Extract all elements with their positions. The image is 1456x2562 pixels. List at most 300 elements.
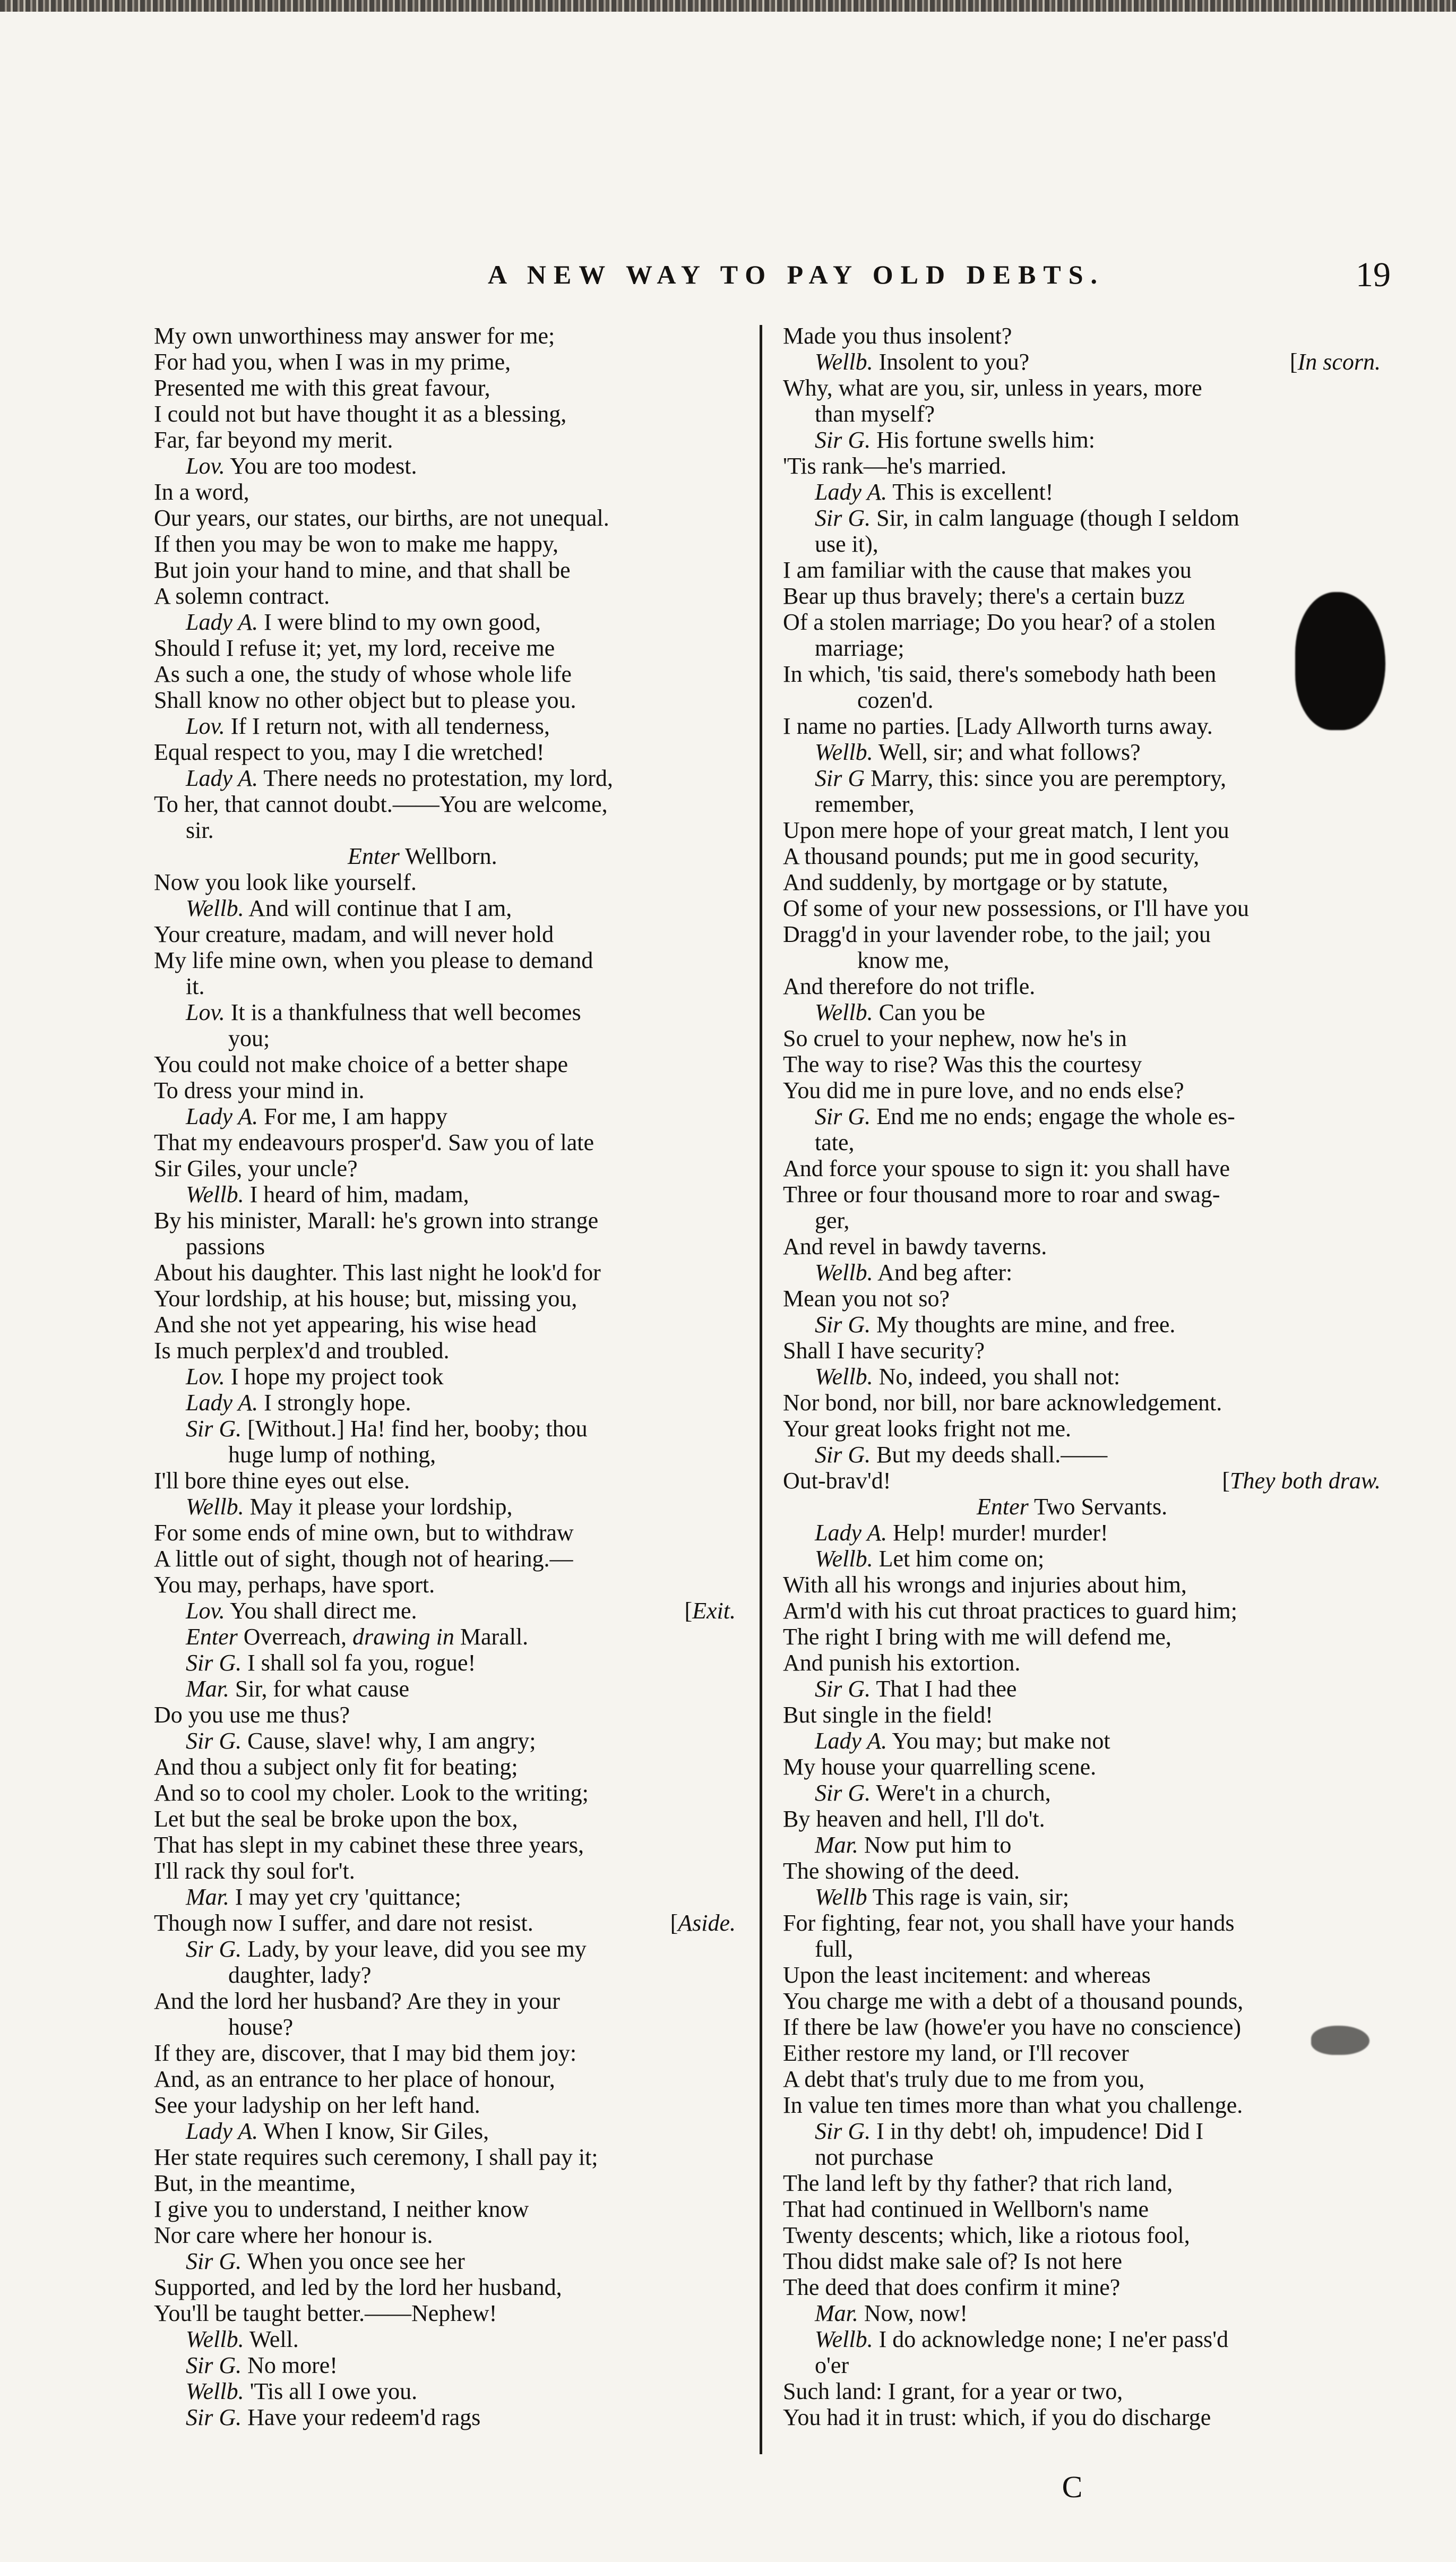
text-line — [154, 2222, 738, 2248]
line-text: And force your spouse to sign it: you shall have — [783, 1155, 1230, 1181]
line-text: Sir Giles, your uncle? — [154, 1155, 358, 1181]
line-text: For had you, when I was in my prime, — [154, 349, 511, 375]
text-line — [154, 323, 738, 349]
right-text-column — [783, 323, 1383, 2452]
speaker-name: Sir G — [815, 765, 865, 791]
text-line — [783, 1624, 1383, 1650]
text-line — [783, 2352, 1383, 2378]
text-line — [154, 2014, 738, 2040]
bracket: [ — [1222, 1468, 1230, 1494]
text-line — [154, 1468, 738, 1494]
line-text: I do acknowledge none; I ne'er pass'd — [873, 2326, 1229, 2352]
line-text: Though now I suffer, and dare not resist. — [154, 1910, 533, 1936]
line-text: I may yet cry 'quittance; — [229, 1884, 461, 1910]
line-text: Presented me with this great favour, — [154, 375, 490, 401]
line-text: sir. — [186, 817, 214, 843]
text-line — [783, 1728, 1383, 1754]
line-text: My house your quarrelling scene. — [783, 1754, 1097, 1780]
text-line — [154, 1312, 738, 1338]
line-text: In which, 'tis said, there's somebody hath been — [783, 661, 1217, 687]
text-line — [783, 1181, 1383, 1207]
speaker-name: Wellb. — [815, 349, 873, 375]
line-text: Equal respect to you, may I die wretched! — [154, 739, 545, 765]
line-text: In a word, — [154, 479, 249, 505]
speaker-name: Wellb. — [815, 739, 873, 765]
line-text: A solemn contract. — [154, 583, 330, 609]
speaker-name: Mar. — [186, 1884, 229, 1910]
line-text: Well, sir; and what follows? — [873, 739, 1141, 765]
text-line — [154, 2404, 738, 2430]
speaker-name: Sir G. — [815, 1442, 871, 1468]
text-line — [154, 2378, 738, 2404]
line-text: use it), — [815, 531, 878, 557]
stage-entry: Enter — [186, 1624, 238, 1650]
ink-blot — [1311, 2026, 1369, 2055]
text-line — [783, 947, 1383, 973]
line-text: The showing of the deed. — [783, 1858, 1020, 1884]
speaker-name: Sir G. — [186, 1728, 242, 1754]
line-text: That I had thee — [871, 1676, 1017, 1702]
line-text: For fighting, fear not, you shall have your hands — [783, 1910, 1235, 1936]
text-line — [154, 609, 738, 635]
speaker-name: Sir G. — [186, 1650, 242, 1676]
line-text: full, — [815, 1936, 854, 1962]
page-number: 19 — [1356, 255, 1391, 294]
line-text: Our years, our states, our births, are not unequal. — [154, 505, 609, 531]
line-text: Now, now! — [858, 2300, 968, 2326]
speaker-name: Lov. — [186, 1364, 225, 1390]
text-line — [783, 869, 1383, 895]
speaker-name: Wellb. — [186, 2326, 244, 2352]
text-line — [154, 401, 738, 427]
text-line — [154, 869, 738, 895]
bracket: [ — [670, 1910, 678, 1936]
text-line — [783, 2092, 1383, 2118]
text-line — [154, 1624, 738, 1650]
text-line — [154, 2352, 738, 2378]
line-text: Cause, slave! why, I am angry; — [242, 1728, 536, 1754]
line-text: Let but the seal be broke upon the box, — [154, 1806, 518, 1832]
text-line — [783, 2378, 1383, 2404]
line-text: Do you use me thus? — [154, 1702, 350, 1728]
line-text: And, as an entrance to her place of honour, — [154, 2066, 555, 2092]
text-line — [783, 401, 1383, 427]
line-text: My life mine own, when you please to demand — [154, 947, 593, 973]
line-text: house? — [228, 2014, 294, 2040]
line-text: Thou didst make sale of? Is not here — [783, 2248, 1123, 2274]
text-line — [154, 1884, 738, 1910]
line-text: I name no parties. [Lady Allworth turns away. — [783, 713, 1213, 739]
text-line — [154, 453, 738, 479]
line-text: A debt that's truly due to me from you, — [783, 2066, 1145, 2092]
speaker-name: Sir G. — [815, 1780, 871, 1806]
speaker-name: Wellb. — [815, 999, 873, 1025]
line-text: Far, far beyond my merit. — [154, 427, 393, 453]
line-text: it. — [186, 973, 205, 999]
text-line — [154, 999, 738, 1025]
line-text: May it please your lordship, — [244, 1494, 513, 1520]
text-line — [154, 2300, 738, 2326]
stage-direction-text: They both draw. — [1230, 1468, 1381, 1494]
stage-action: drawing in — [352, 1624, 454, 1650]
text-line — [783, 583, 1383, 609]
line-text: You did me in pure love, and no ends else? — [783, 1077, 1184, 1103]
line-text: daughter, lady? — [228, 1962, 372, 1988]
text-line — [154, 1858, 738, 1884]
line-text: And will continue that I am, — [244, 895, 512, 921]
stage-direction-text: Aside. — [678, 1910, 736, 1936]
text-line — [783, 1259, 1383, 1286]
line-text: And beg after: — [873, 1259, 1013, 1286]
text-line — [783, 1806, 1383, 1832]
line-text: And thou a subject only fit for beating; — [154, 1754, 518, 1780]
text-line — [783, 765, 1383, 791]
line-text: Now you look like yourself. — [154, 869, 417, 895]
speaker-name: Lady A. — [815, 1520, 888, 1546]
text-line — [783, 713, 1383, 739]
text-line — [154, 1025, 738, 1051]
line-text: And revel in bawdy taverns. — [783, 1233, 1047, 1259]
line-text: That has slept in my cabinet these three years, — [154, 1832, 584, 1858]
page-top-edge — [0, 0, 1456, 12]
speaker-name: Mar. — [186, 1676, 229, 1702]
line-text: As such a one, the study of whose whole life — [154, 661, 572, 687]
text-line — [154, 1129, 738, 1155]
speaker-name: Lady A. — [186, 765, 259, 791]
line-text: o'er — [815, 2352, 849, 2378]
text-line — [783, 921, 1383, 947]
text-line — [154, 1754, 738, 1780]
line-text: I am familiar with the cause that makes you — [783, 557, 1192, 583]
stage-direction — [684, 1598, 738, 1624]
line-text: You charge me with a debt of a thousand pounds, — [783, 1988, 1244, 2014]
text-line — [154, 973, 738, 999]
bracket: [ — [1289, 349, 1298, 375]
text-line — [154, 2196, 738, 2222]
line-text: Arm'd with his cut throat practices to guard him; — [783, 1598, 1237, 1624]
speaker-name: Wellb. — [186, 2378, 244, 2404]
text-line — [154, 427, 738, 453]
line-text: Three or four thousand more to roar and swag- — [783, 1181, 1220, 1207]
text-line — [154, 2092, 738, 2118]
text-line — [154, 1390, 738, 1416]
line-text: I hope my project took — [225, 1364, 444, 1390]
line-text: And punish his extortion. — [783, 1650, 1021, 1676]
text-line — [154, 2326, 738, 2352]
text-line — [783, 1286, 1383, 1312]
text-line — [154, 349, 738, 375]
text-line — [154, 1259, 738, 1286]
speaker-name: Lady A. — [815, 479, 888, 505]
text-line — [783, 739, 1383, 765]
speaker-name: Sir G. — [186, 1936, 242, 1962]
line-text: Nor care where her honour is. — [154, 2222, 433, 2248]
text-line — [783, 349, 1383, 375]
text-line — [154, 1494, 738, 1520]
line-text: And therefore do not trifle. — [783, 973, 1036, 999]
text-line — [783, 1416, 1383, 1442]
line-text: Upon mere hope of your great match, I lent you — [783, 817, 1229, 843]
text-line — [783, 1520, 1383, 1546]
speaker-name: Lady A. — [186, 609, 259, 635]
text-line — [783, 1884, 1383, 1910]
text-line — [783, 1077, 1383, 1103]
text-line — [783, 1103, 1383, 1129]
text-line — [154, 1806, 738, 1832]
line-text: not purchase — [815, 2144, 934, 2170]
text-line — [154, 479, 738, 505]
text-line — [154, 1936, 738, 1962]
left-text-column — [154, 323, 738, 2452]
speaker-name: Wellb. — [815, 2326, 873, 2352]
text-line — [154, 2066, 738, 2092]
speaker-name: Sir G. — [815, 2118, 871, 2144]
line-text: Her state requires such ceremony, I shall pay it; — [154, 2144, 598, 2170]
text-line — [783, 843, 1383, 869]
text-line — [783, 2300, 1383, 2326]
line-text: But single in the field! — [783, 1702, 993, 1728]
line-text: I strongly hope. — [258, 1390, 411, 1416]
text-line — [783, 557, 1383, 583]
line-text: Dragg'd in your lavender robe, to the jail; you — [783, 921, 1211, 947]
text-line — [783, 2066, 1383, 2092]
line-text: than myself? — [815, 401, 935, 427]
text-line — [783, 791, 1383, 817]
line-text: If then you may be won to make me happy, — [154, 531, 559, 557]
text-line — [154, 531, 738, 557]
text-line — [783, 1702, 1383, 1728]
line-text: The land left by thy father? that rich land, — [783, 2170, 1173, 2196]
text-line — [783, 1494, 1383, 1520]
text-line — [783, 1988, 1383, 2014]
line-text: I heard of him, madam, — [244, 1181, 469, 1207]
text-line — [783, 323, 1383, 349]
text-line — [154, 1077, 738, 1103]
text-line — [154, 1155, 738, 1181]
text-line — [154, 687, 738, 713]
line-text: If they are, discover, that I may bid them joy: — [154, 2040, 577, 2066]
line-text: By his minister, Marall: he's grown into strange — [154, 1207, 599, 1233]
line-text: Twenty descents; which, like a riotous fool, — [783, 2222, 1190, 2248]
line-text: His fortune swells him: — [871, 427, 1095, 453]
text-line — [783, 609, 1383, 635]
speaker-name: Wellb. — [186, 895, 244, 921]
text-line — [783, 1962, 1383, 1988]
text-line — [783, 2248, 1383, 2274]
line-text: There needs no protestation, my lord, — [258, 765, 613, 791]
text-line — [154, 1364, 738, 1390]
text-line — [783, 1572, 1383, 1598]
text-line — [783, 2118, 1383, 2144]
line-text: That had continued in Wellborn's name — [783, 2196, 1149, 2222]
line-text: A thousand pounds; put me in good security, — [783, 843, 1200, 869]
line-text: Let him come on; — [873, 1546, 1045, 1572]
text-line — [783, 453, 1383, 479]
text-line — [154, 1832, 738, 1858]
line-text: By heaven and hell, I'll do't. — [783, 1806, 1045, 1832]
text-line — [154, 1780, 738, 1806]
stage-direction — [1290, 349, 1383, 375]
text-line — [154, 947, 738, 973]
text-line — [154, 1572, 738, 1598]
text-line — [154, 2274, 738, 2300]
text-line — [783, 2170, 1383, 2196]
text-line — [154, 1650, 738, 1676]
text-line — [783, 1442, 1383, 1468]
speaker-name: Mar. — [815, 2300, 858, 2326]
text-line — [154, 1520, 738, 1546]
text-line — [783, 1129, 1383, 1155]
stage-entry: Enter — [977, 1494, 1029, 1520]
line-text: I'll rack thy soul for't. — [154, 1858, 355, 1884]
speaker-name: Wellb. — [815, 1364, 873, 1390]
text-line — [783, 1155, 1383, 1181]
speaker-name: Sir G. — [186, 2352, 242, 2378]
text-line — [154, 765, 738, 791]
line-text: 'Tis rank—he's married. — [783, 453, 1007, 479]
speaker-name: Lov. — [186, 1598, 225, 1624]
text-line — [783, 817, 1383, 843]
speaker-name: Sir G. — [815, 505, 871, 531]
text-line — [154, 2248, 738, 2274]
line-text: Either restore my land, or I'll recover — [783, 2040, 1129, 2066]
line-text: Made you thus insolent? — [783, 323, 1012, 349]
line-text: You shall direct me. — [225, 1598, 417, 1624]
line-text: marriage; — [815, 635, 904, 661]
text-line — [154, 2144, 738, 2170]
line-text: In value ten times more than what you challenge. — [783, 2092, 1243, 2118]
text-line — [783, 1207, 1383, 1233]
line-text: Nor bond, nor bill, nor bare acknowledgement. — [783, 1390, 1222, 1416]
text-line — [783, 427, 1383, 453]
text-line — [154, 557, 738, 583]
text-line — [783, 1910, 1383, 1936]
text-line — [783, 2326, 1383, 2352]
line-text: Mean you not so? — [783, 1286, 950, 1312]
line-text: Such land: I grant, for a year or two, — [783, 2378, 1123, 2404]
stage-direction-text: Exit. — [692, 1598, 736, 1624]
line-text: Insolent to you? — [873, 349, 1030, 375]
text-line — [783, 505, 1383, 531]
line-text: You may; but make not — [887, 1728, 1110, 1754]
line-text: Sir, for what cause — [229, 1676, 410, 1702]
text-line — [154, 1181, 738, 1207]
line-text: huge lump of nothing, — [228, 1442, 436, 1468]
text-line — [154, 2170, 738, 2196]
line-text: Of a stolen marriage; Do you hear? of a stolen — [783, 609, 1216, 635]
line-text: The right I bring with me will defend me, — [783, 1624, 1171, 1650]
line-text: And suddenly, by mortgage or by statute, — [783, 869, 1168, 895]
line-text: Your great looks fright not me. — [783, 1416, 1072, 1442]
line-text: No, indeed, you shall not: — [873, 1364, 1121, 1390]
text-line — [154, 895, 738, 921]
text-line — [154, 1286, 738, 1312]
speaker-name: Wellb — [815, 1884, 867, 1910]
line-text: And so to cool my choler. Look to the writing; — [154, 1780, 589, 1806]
line-text: remember, — [815, 791, 915, 817]
text-line — [783, 687, 1383, 713]
speaker-name: Mar. — [815, 1832, 858, 1858]
line-text: My own unworthiness may answer for me; — [154, 323, 555, 349]
bracket: [ — [684, 1598, 693, 1624]
text-line — [783, 375, 1383, 401]
line-text: ger, — [815, 1207, 850, 1233]
signature-mark: C — [1062, 2470, 1083, 2504]
line-text: Now put him to — [858, 1832, 1012, 1858]
line-text: And the lord her husband? Are they in your — [154, 1988, 560, 2014]
text-line — [783, 635, 1383, 661]
speaker-name: Lov. — [186, 999, 225, 1025]
line-text: A little out of sight, though not of hearing.— — [154, 1546, 573, 1572]
speaker-name: Sir G. — [815, 1676, 871, 1702]
line-text: When I know, Sir Giles, — [258, 2118, 489, 2144]
text-line — [154, 1546, 738, 1572]
speaker-name: Wellb. — [186, 1494, 244, 1520]
line-text: Overreach, — [237, 1624, 352, 1650]
text-line — [783, 531, 1383, 557]
text-line — [783, 895, 1383, 921]
line-text: Were't in a church, — [871, 1780, 1051, 1806]
speaker-name: Wellb. — [815, 1546, 873, 1572]
line-text: But, in the meantime, — [154, 2170, 356, 2196]
text-line — [154, 1910, 738, 1936]
text-line — [783, 1233, 1383, 1259]
line-text: cozen'd. — [857, 687, 934, 713]
line-text: Bear up thus bravely; there's a certain buzz — [783, 583, 1185, 609]
line-text: passions — [186, 1233, 265, 1259]
line-text: My thoughts are mine, and free. — [871, 1312, 1176, 1338]
line-text: Is much perplex'd and troubled. — [154, 1338, 450, 1364]
line-text: you; — [228, 1025, 270, 1051]
line-text: No more! — [242, 2352, 338, 2378]
line-text: [Without.] Ha! find her, booby; thou — [242, 1416, 588, 1442]
text-line — [154, 1338, 738, 1364]
text-line — [154, 1416, 738, 1442]
text-line — [154, 791, 738, 817]
line-text: You'll be taught better.——Nephew! — [154, 2300, 497, 2326]
text-line — [783, 999, 1383, 1025]
speaker-name: Lov. — [186, 453, 225, 479]
line-text: Marry, this: since you are peremptory, — [865, 765, 1227, 791]
line-text: I were blind to my own good, — [258, 609, 541, 635]
stage-entry: Enter — [348, 843, 400, 869]
text-line — [154, 2118, 738, 2144]
text-line — [783, 1780, 1383, 1806]
line-text: The deed that does confirm it mine? — [783, 2274, 1121, 2300]
line-text: Sir, in calm language (though I seldom — [871, 505, 1239, 531]
text-line — [154, 1962, 738, 1988]
text-line — [783, 1364, 1383, 1390]
text-line — [783, 1650, 1383, 1676]
text-line — [783, 2040, 1383, 2066]
line-text: 'Tis all I owe you. — [244, 2378, 418, 2404]
text-line — [783, 1936, 1383, 1962]
text-line — [154, 2040, 738, 2066]
line-text: If I return not, with all tenderness, — [225, 713, 550, 739]
text-line — [154, 1598, 738, 1624]
line-text: But my deeds shall.—— — [871, 1442, 1108, 1468]
line-text: Shall I have security? — [783, 1338, 985, 1364]
line-text: Well. — [244, 2326, 299, 2352]
text-line — [783, 1312, 1383, 1338]
text-line — [783, 479, 1383, 505]
line-text: But join your hand to mine, and that shall be — [154, 557, 571, 583]
speaker-name: Lady A. — [186, 1103, 259, 1129]
column-divider — [760, 325, 762, 2454]
text-line — [154, 635, 738, 661]
stage-direction-text: In scorn. — [1297, 349, 1381, 375]
speaker-name: Wellb. — [815, 1259, 873, 1286]
